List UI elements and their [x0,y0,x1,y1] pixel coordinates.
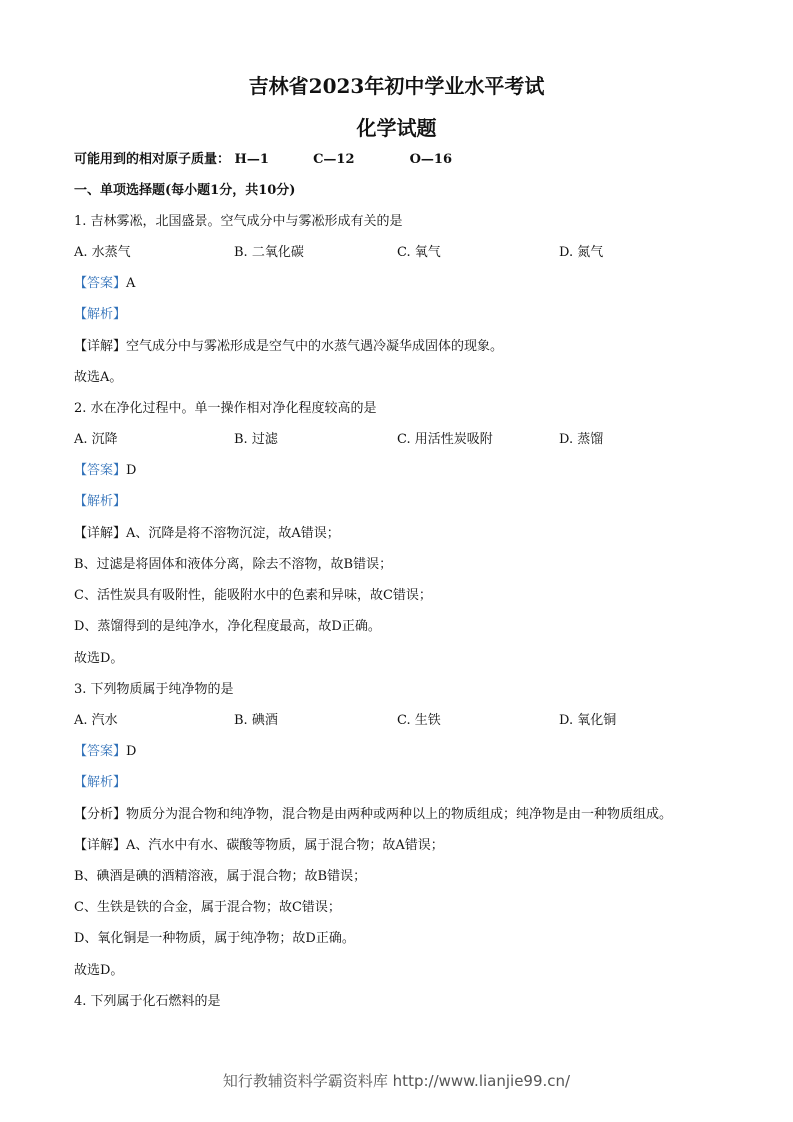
detail-tag: 【详解】 [74,838,127,853]
atomic-mass-line [74,151,452,169]
q3-option-c: C. 生铁 [397,713,441,728]
q3-fenxi [74,806,672,824]
q1-option-a: A. 水蒸气 [74,245,131,260]
q3-option-b: B. 碘酒 [234,713,278,728]
q1-option-d: D. 氮气 [559,245,604,260]
q3-conclusion: 故选D。 [74,963,124,978]
section-heading: 一、单项选择题(每小题1分，共10分) [74,183,296,198]
q2-option-d: D. 蒸馏 [559,432,604,447]
q1-detail [74,338,503,356]
q3-detail-text: A、汽水中有水、碳酸等物质，属于混合物；故A错误； [126,838,444,853]
fenxi-tag: 【分析】 [74,807,127,822]
atomic-mass-o: O—16 [409,152,453,167]
q2-detail-line: C、活性炭具有吸附性，能吸附水中的色素和异味，故C错误； [74,588,432,603]
q3-detail-line: B、碘酒是碘的酒精溶液，属于混合物；故B错误； [74,869,367,884]
q3-fenxi-text: 物质分为混合物和纯净物，混合物是由两种或两种以上的物质组成；纯净物是由一种物质组成。 [126,807,673,822]
q1-option-c: C. 氧气 [397,245,441,260]
q1-conclusion: 故选A。 [74,370,123,385]
footer-watermark: 知行教辅资料学霸资料库 http://www.lianjie99.cn/ [222,1072,571,1090]
q1-analysis-tag: 【解析】 [74,307,127,322]
q3-analysis-tag: 【解析】 [74,775,127,790]
q3-option-a: A. 汽水 [74,713,118,728]
atomic-mass-label: 可能用到的相对原子质量： [74,152,231,167]
q3-answer [74,743,136,761]
q2-answer-value: D [126,463,137,478]
q2-detail-text: A、沉降是将不溶物沉淀，故A错误； [126,526,340,541]
q1-stem: 1. 吉林雾凇，北国盛景。空气成分中与雾凇形成有关的是 [74,214,403,229]
q2-analysis-tag: 【解析】 [74,494,127,509]
q2-option-b: B. 过滤 [234,432,278,447]
detail-tag: 【详解】 [74,526,127,541]
q3-detail-line: D、氧化铜是一种物质，属于纯净物；故D正确。 [74,931,355,946]
q3-detail-line: C、生铁是铁的合金，属于混合物；故C错误； [74,900,341,915]
exam-subtitle: 化学试题 [356,116,437,140]
q2-stem: 2. 水在净化过程中。单一操作相对净化程度较高的是 [74,401,377,416]
atomic-mass-c: C—12 [313,152,355,167]
q3-option-d: D. 氧化铜 [559,713,617,728]
q2-option-c: C. 用活性炭吸附 [397,432,493,447]
q1-answer [74,275,135,293]
q3-detail [74,837,444,855]
q2-detail-line: D、蒸馏得到的是纯净水，净化程度最高，故D正确。 [74,619,381,634]
answer-tag: 【答案】 [74,276,127,291]
q2-detail-line: B、过滤是将固体和液体分离，除去不溶物，故B错误； [74,557,393,572]
answer-tag: 【答案】 [74,463,127,478]
q1-detail-text: 空气成分中与雾凇形成是空气中的水蒸气遇冷凝华成固体的现象。 [126,339,504,354]
q4-stem: 4. 下列属于化石燃料的是 [74,994,221,1009]
q2-conclusion: 故选D。 [74,651,124,666]
q2-option-a: A. 沉降 [74,432,118,447]
q3-stem: 3. 下列物质属于纯净物的是 [74,682,234,697]
q1-option-b: B. 二氧化碳 [234,245,304,260]
q3-answer-value: D [126,744,137,759]
atomic-mass-h: H—1 [234,152,269,167]
q2-answer [74,462,136,480]
q2-detail [74,525,340,543]
answer-tag: 【答案】 [74,744,127,759]
exam-title: 吉林省2023年初中学业水平考试 [248,74,545,98]
q1-answer-value: A [126,276,136,291]
detail-tag: 【详解】 [74,339,127,354]
